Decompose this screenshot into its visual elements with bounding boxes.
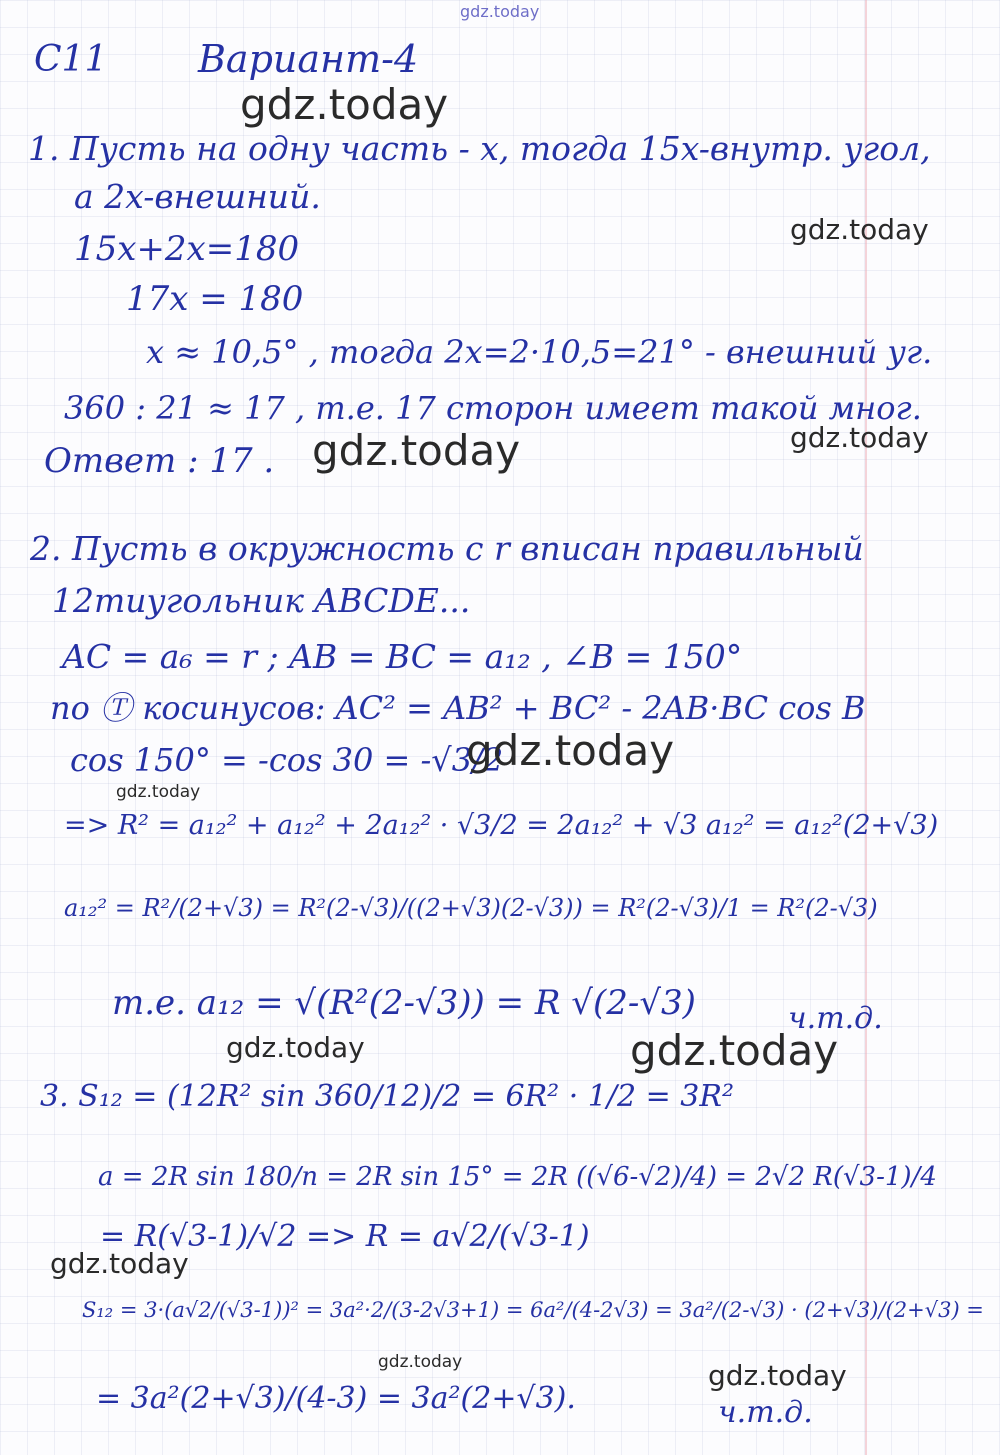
watermark: gdz.today xyxy=(312,426,521,475)
p1-line-3: 15x+2x=180 xyxy=(74,229,300,269)
watermark: gdz.today xyxy=(708,1359,847,1392)
p1-line-6: 360 : 21 ≈ 17 , т.е. 17 сторон имеет такой мног. xyxy=(64,389,922,427)
p2-line-5: cos 150° = -cos 30 = -√3/2 xyxy=(70,741,504,779)
p3-line-4: S₁₂ = 3·(a√2/(√3-1))² = 3a²·2/(3-2√3+1) = 6a²/(4-2√3) = 3a²/(2-√3) · (2+√3)/(2+√3) = xyxy=(82,1298,984,1322)
p3-line-5: = 3a²(2+√3)/(4-3) = 3a²(2+√3). xyxy=(96,1381,576,1416)
watermark: gdz.today xyxy=(466,726,675,775)
p3-line-2: a = 2R sin 180/n = 2R sin 15° = 2R ((√6-√2)/4) = 2√2 R(√3-1)/4 xyxy=(98,1162,937,1192)
p1-line-1: 1. Пусть на одну часть - x, тогда 15x-внутр. угол, xyxy=(28,129,931,168)
watermark: gdz.today xyxy=(630,1026,839,1075)
header-code: C11 xyxy=(34,39,108,80)
p1-line-4: 17x = 180 xyxy=(126,279,304,319)
p2-line-7: a₁₂² = R²/(2+√3) = R²(2-√3)/((2+√3)(2-√3)) = R²(2-√3)/1 = R²(2-√3) xyxy=(64,894,878,922)
watermark: gdz.today xyxy=(240,80,449,129)
p2-line-3: AC = a₆ = r ; AB = BC = a₁₂ , ∠B = 150° xyxy=(62,637,743,676)
p1-line-2: а 2x-внешний. xyxy=(74,177,321,216)
watermark: gdz.today xyxy=(790,421,929,454)
p1-line-5: x ≈ 10,5° , тогда 2x=2·10,5=21° - внешний уг. xyxy=(146,333,933,371)
watermark: gdz.today xyxy=(378,1352,463,1372)
p3-qed: ч.т.д. xyxy=(718,1395,813,1430)
p2-line-4: по Ⓣ косинусов: AC² = AB² + BC² - 2AB·BC cos B xyxy=(50,689,866,727)
watermark: gdz.today xyxy=(790,213,929,246)
p1-answer: Ответ : 17 . xyxy=(44,441,275,481)
p2-line-2: 12тиугольник ABCDE... xyxy=(52,581,471,620)
watermark: gdz.today xyxy=(226,1031,365,1064)
watermark: gdz.today xyxy=(50,1247,189,1280)
p3-line-3: = R(√3-1)/√2 => R = a√2/(√3-1) xyxy=(100,1219,590,1254)
watermark: gdz.today xyxy=(460,2,540,21)
p2-qed: ч.т.д. xyxy=(788,1001,883,1036)
p2-line-6: => R² = a₁₂² + a₁₂² + 2a₁₂² · √3/2 = 2a₁₂² + √3 a₁₂² = a₁₂²(2+√3) xyxy=(64,810,939,841)
p2-line-1: 2. Пусть в окружность с r вписан правильный xyxy=(30,529,864,568)
p2-line-8: т.е. a₁₂ = √(R²(2-√3)) = R √(2-√3) xyxy=(112,983,696,1023)
p3-line-1: 3. S₁₂ = (12R² sin 360/12)/2 = 6R² · 1/2 = 3R² xyxy=(40,1079,734,1114)
header-variant: Вариант-4 xyxy=(198,37,419,81)
watermark: gdz.today xyxy=(116,782,201,802)
